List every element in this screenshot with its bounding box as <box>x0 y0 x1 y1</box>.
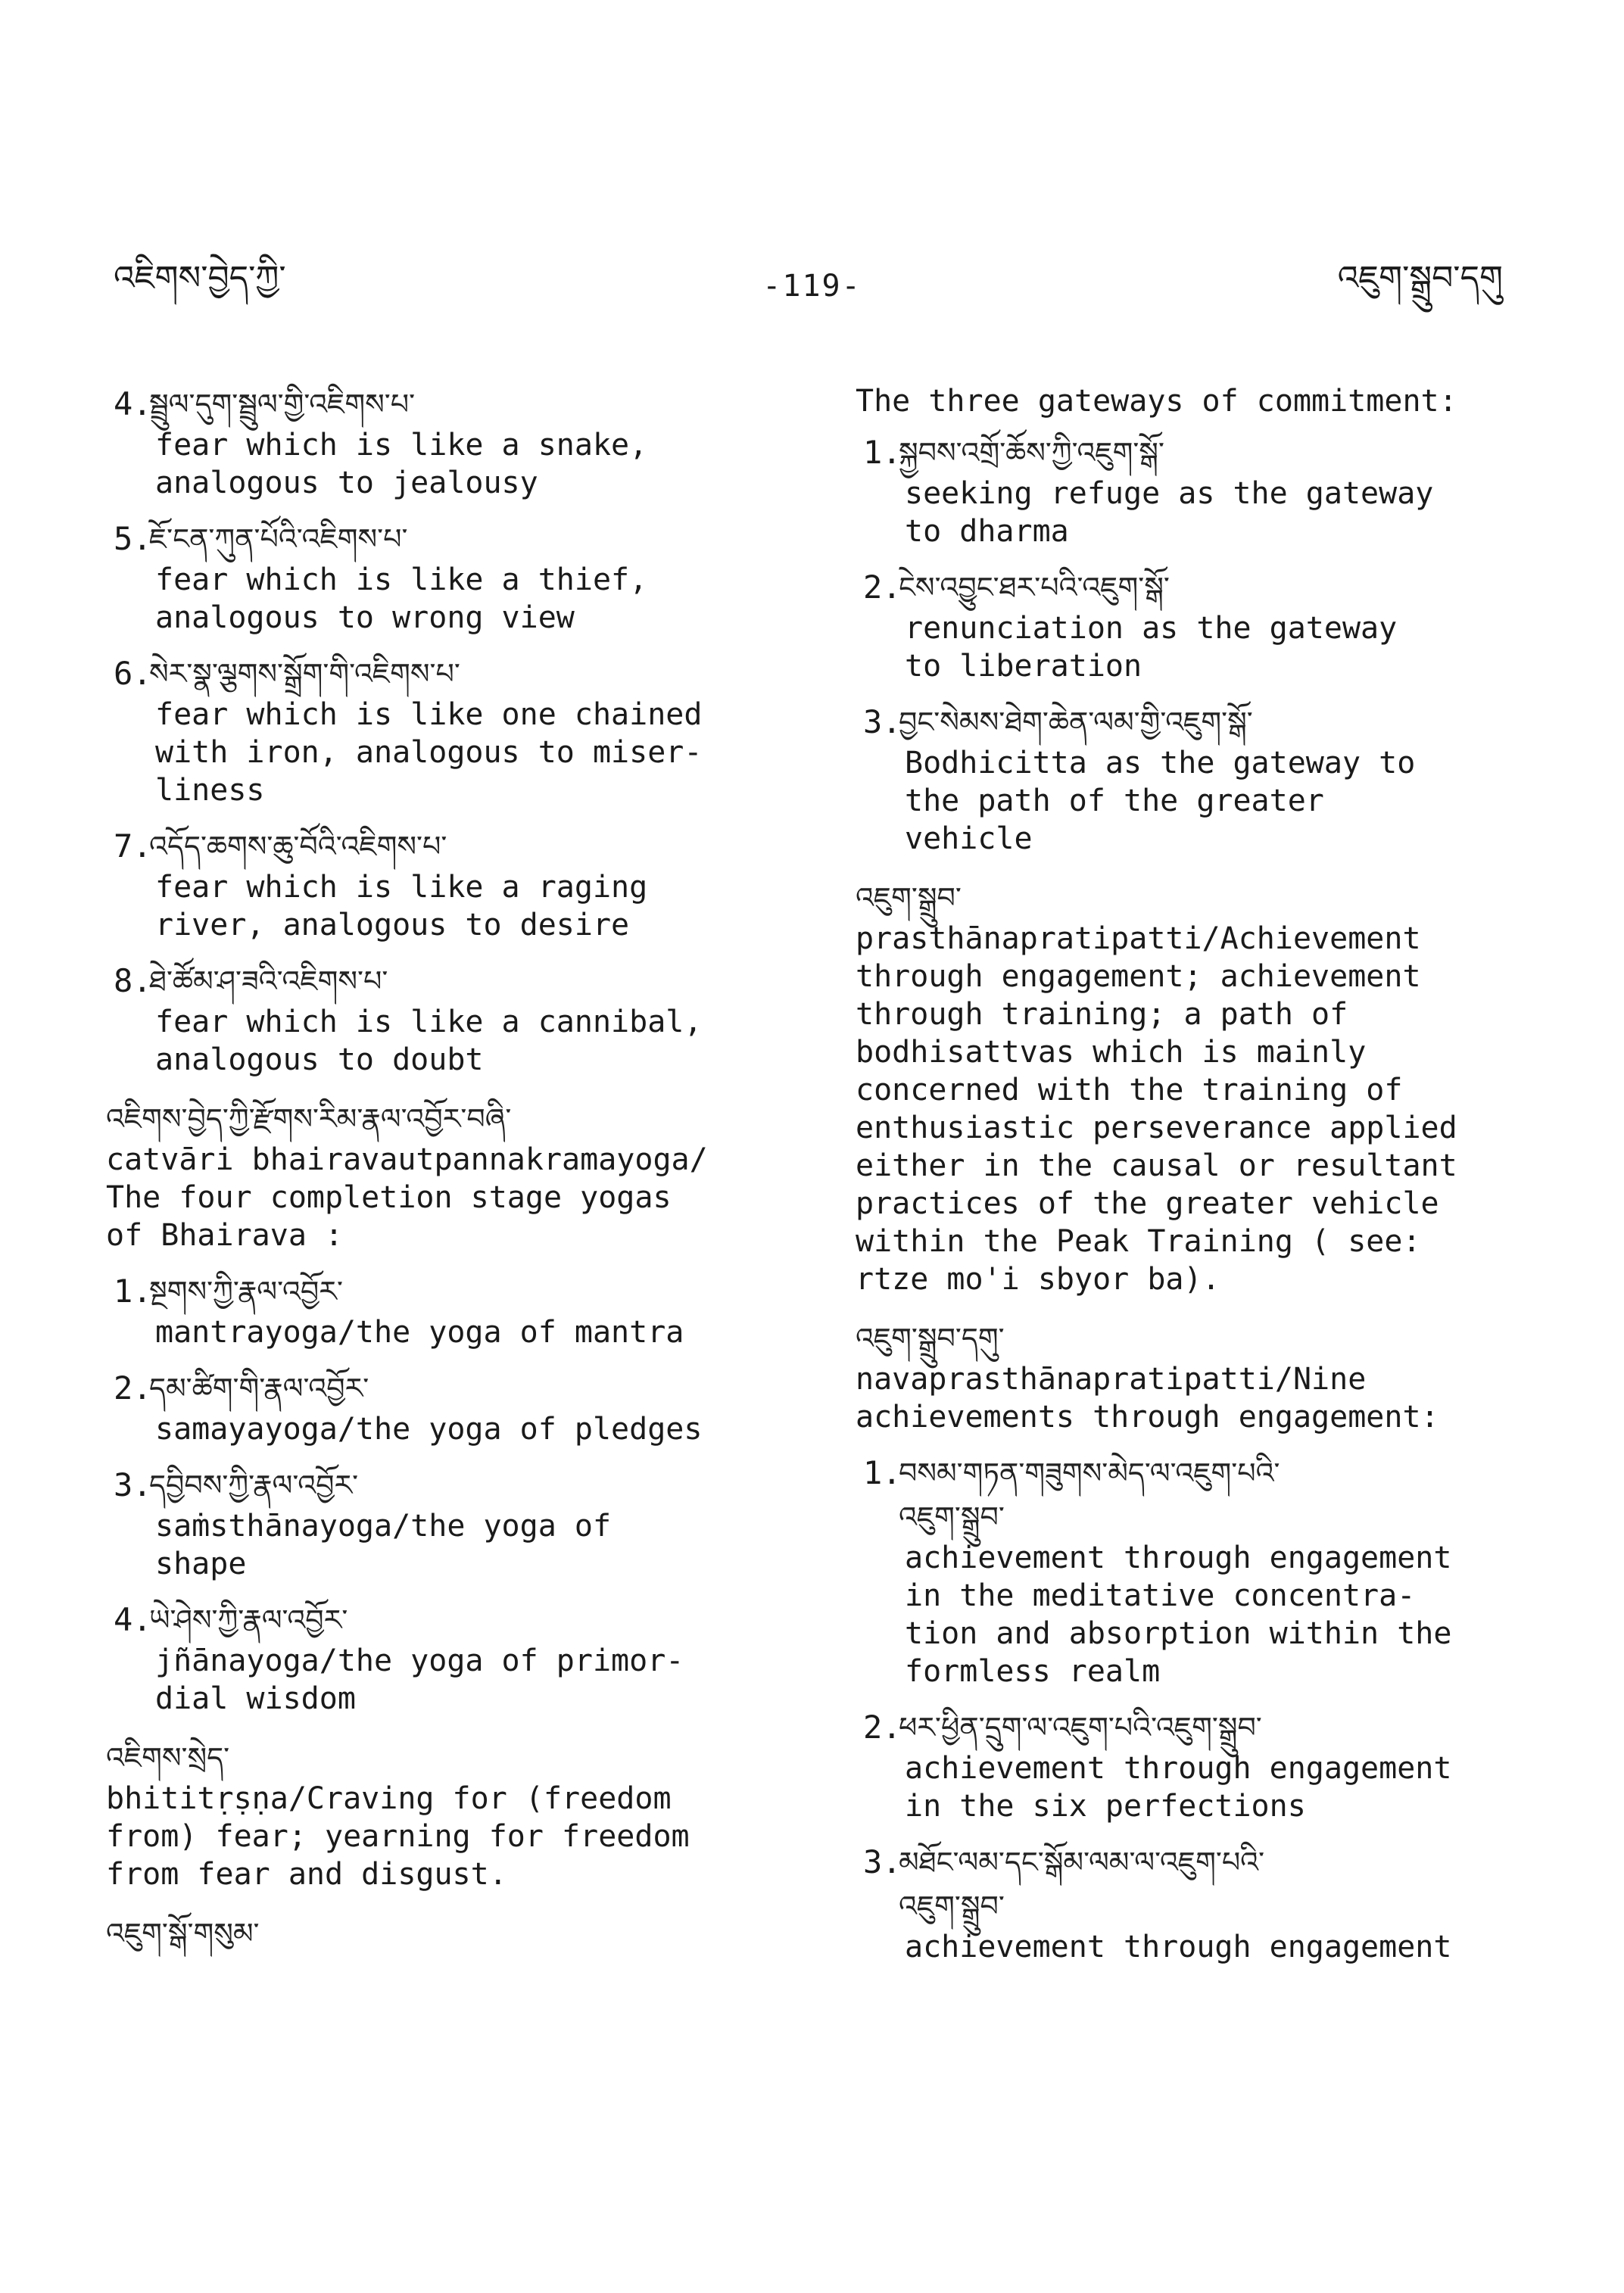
english-gloss: mantrayoga/the yoga of mantra <box>155 1315 684 1350</box>
list-item <box>856 1451 1522 1690</box>
item-number: 3. <box>114 1466 152 1503</box>
item-number: 5. <box>114 520 152 557</box>
list-item <box>106 382 787 502</box>
running-header-right: འཇུག་སྒྲུབ་དགུ <box>1337 259 1503 298</box>
item-number: 3. <box>863 1843 902 1880</box>
english-gloss: achievement through engagement <box>905 1930 1452 1964</box>
tibetan-term: བསམ་གཏན་གཟུགས་མེད་ལ་འཇུག་པའི་ <box>899 1456 1280 1490</box>
tibetan-term: སྐྱབས་འགྲོ་ཆོས་ཀྱི་འཇུག་སྒོ་ <box>899 436 1164 469</box>
tibetan-term: སྔགས་ཀྱི་རྣལ་འབྱོར་ <box>149 1275 343 1308</box>
list-item <box>106 652 787 809</box>
dictionary-entry <box>856 1316 1522 1436</box>
tibetan-term: སེར་སྣ་ལྕགས་སྒྲོག་གི་འཇིགས་པ་ <box>149 657 460 690</box>
entry-headword: འཇིགས་སྲེད་ <box>106 1741 230 1774</box>
english-gloss: samayayoga/the yoga of pledges <box>155 1412 703 1447</box>
item-number: 2. <box>863 569 902 606</box>
list-item <box>106 1463 787 1583</box>
english-gloss: achievement through engagement in the six perfections <box>905 1751 1452 1824</box>
tibetan-term: ཕར་ཕྱིན་དྲུག་ལ་འཇུག་པའི་འཇུག་སྒྲུབ་ <box>899 1711 1262 1744</box>
english-gloss: saṁsthānayoga/the yoga of shape <box>155 1509 612 1581</box>
entry-definition: The three gateways of commitment: <box>856 384 1457 419</box>
dictionary-entry <box>106 1736 787 1893</box>
tibetan-term: མཐོང་ལམ་དང་སྒོམ་ལམ་ལ་འཇུག་པའི་ <box>899 1846 1265 1879</box>
tibetan-term: ཇོ་ངན་ཀུན་པོའི་འཇིགས་པ་ <box>149 522 408 556</box>
entry-definition: prasthānapratipatti/Achievement through engagement; achievement through training; a path of bodhisattvas which is mainly concerned with the training of enthusiastic perseverance applied either in the causal or resultant practices of the greater vehicle within the Peak Training ( see: rtze mo'i sbyor ba). <box>856 921 1457 1297</box>
item-number: 1. <box>114 1273 152 1310</box>
list-item <box>856 700 1522 858</box>
dictionary-entry <box>106 1097 787 1254</box>
list-item <box>106 824 787 944</box>
english-gloss: fear which is like a cannibal, analogous to doubt <box>155 1005 703 1077</box>
tibetan-term: ངེས་འབྱུང་ཐར་པའི་འཇུག་སྒོ་ <box>899 571 1170 604</box>
entry-definition: navaprasthānapratipatti/Nine achievements through engagement: <box>856 1362 1439 1435</box>
tibetan-term-continued: འཇུག་སྒྲུབ་ <box>899 1500 1005 1534</box>
tibetan-term: འདོད་ཆགས་ཆུ་བོའི་འཇིགས་པ་ <box>149 830 447 863</box>
tibetan-term: དམ་ཚིག་གི་རྣལ་འབྱོར་ <box>149 1372 369 1405</box>
list-item <box>106 1366 787 1448</box>
english-gloss: achievement through engagement in the meditative concentra- tion and absorption within the formless realm <box>905 1541 1452 1689</box>
list-item <box>856 1840 1522 1966</box>
tibetan-term: ཡེ་ཤེས་ཀྱི་རྣལ་འབྱོར་ <box>149 1603 348 1637</box>
dictionary-entry <box>856 876 1522 1298</box>
left-column <box>106 382 787 1971</box>
list-item <box>106 517 787 637</box>
list-item <box>106 959 787 1079</box>
english-gloss: seeking refuge as the gateway to dharma <box>905 476 1434 549</box>
tibetan-term: སྦྲུལ་དུག་སྦྲུལ་གྱི་འཇིགས་པ་ <box>149 388 416 421</box>
english-gloss: jñānayoga/the yoga of primor- dial wisdom <box>155 1643 684 1716</box>
tibetan-term-continued: འཇུག་སྒྲུབ་ <box>899 1890 1005 1923</box>
item-number: 8. <box>114 962 152 999</box>
english-gloss: fear which is like one chained with iron, analogous to miser- liness <box>155 697 703 808</box>
list-item <box>856 431 1522 550</box>
item-number: 4. <box>114 1601 152 1638</box>
english-gloss: renunciation as the gateway to liberation <box>905 611 1398 684</box>
tibetan-term: ཐེ་ཚོམ་ཤ་ཟའི་འཇིགས་པ་ <box>149 964 388 998</box>
right-column <box>856 382 1522 1981</box>
entry-headword: འཇིགས་བྱེད་ཀྱི་རྫོགས་རིམ་རྣལ་འབྱོར་བཞི་ <box>106 1102 512 1136</box>
running-header-left: འཇིགས་བྱེད་ཀྱི་ <box>114 259 286 298</box>
english-gloss: fear which is like a raging river, analogous to desire <box>155 870 648 942</box>
item-number: 7. <box>114 827 152 865</box>
entry-headword: འཇུག་སྒོ་གསུམ་ <box>106 1917 260 1950</box>
item-number: 6. <box>114 655 152 692</box>
english-gloss: fear which is like a snake, analogous to jealousy <box>155 428 648 500</box>
list-item <box>106 1270 787 1351</box>
item-number: 1. <box>863 1454 902 1491</box>
item-number: 1. <box>863 434 902 471</box>
tibetan-term: དབྱིབས་ཀྱི་རྣལ་འབྱོར་ <box>149 1469 359 1502</box>
entry-headword: འཇུག་སྒྲུབ་ <box>856 881 962 914</box>
page-number: -119- <box>762 269 862 304</box>
item-number: 3. <box>863 703 902 740</box>
item-number: 2. <box>863 1709 902 1746</box>
entry-definition: catvāri bhairavautpannakramayoga/ The four completion stage yogas of Bhairava : <box>106 1142 708 1253</box>
entry-headword: འཇུག་སྒྲུབ་དགུ་ <box>856 1322 1005 1355</box>
english-gloss: Bodhicitta as the gateway to the path of the greater vehicle <box>905 746 1416 856</box>
entry-definition: bhititṛṣṇa/Craving for (freedom from) fear; yearning for freedom from fear and disgust. <box>106 1781 690 1892</box>
english-gloss: fear which is like a thief, analogous to wrong view <box>155 562 648 635</box>
list-item <box>856 1706 1522 1825</box>
dictionary-entry <box>106 1911 787 1955</box>
tibetan-term: བྱང་སེམས་ཐེག་ཆེན་ལམ་གྱི་འཇུག་སྒོ་ <box>899 706 1253 739</box>
list-item <box>856 565 1522 685</box>
list-item <box>106 1598 787 1718</box>
item-number: 2. <box>114 1369 152 1407</box>
item-number: 4. <box>114 385 152 422</box>
